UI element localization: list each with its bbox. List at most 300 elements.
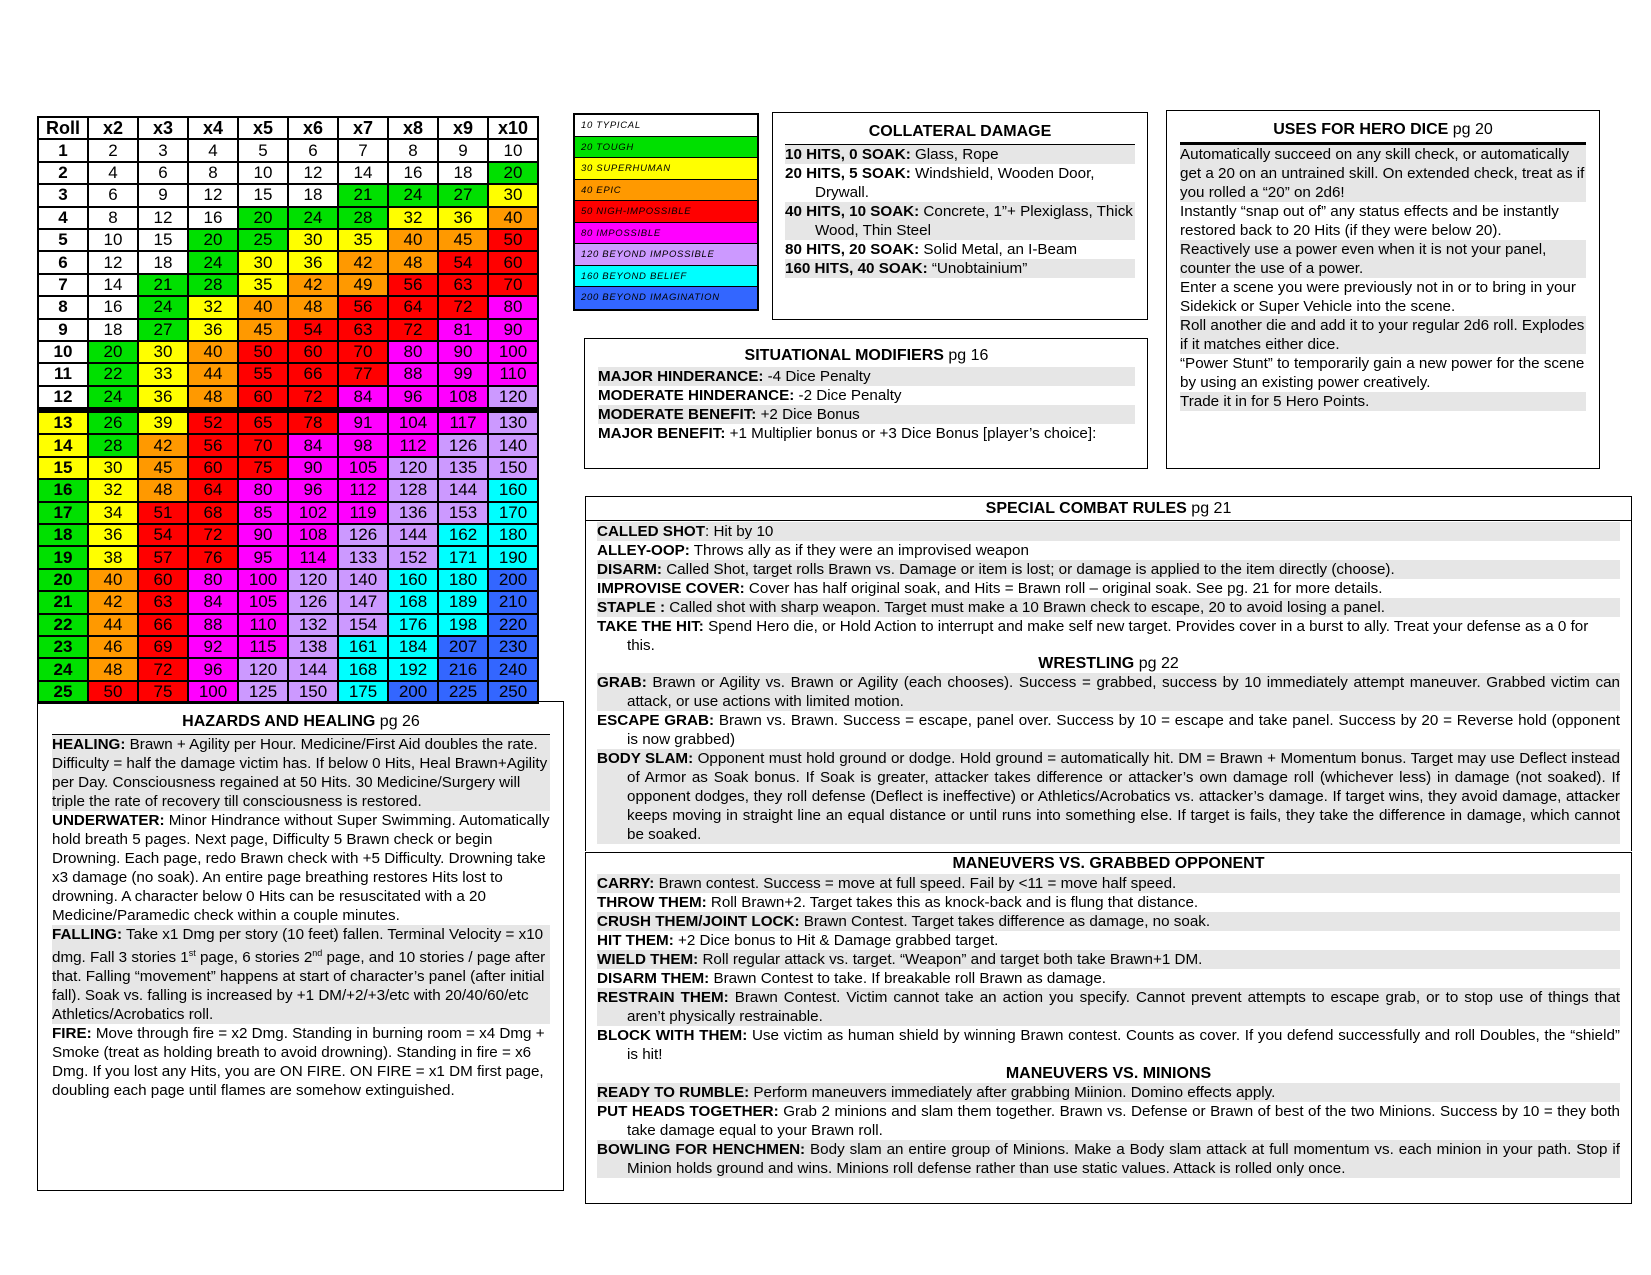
value-cell: 8 [188,162,238,184]
grabbed-entry: CRUSH THEM/JOINT LOCK: Brawn Contest. Target takes difference as damage, no soak. [597,912,1620,931]
value-cell: 16 [88,296,138,318]
value-cell: 4 [188,139,238,161]
value-cell: 96 [388,386,438,410]
value-cell: 170 [488,502,538,524]
special-combat-entry: STAPLE : Called shot with sharp weapon. Target must make a 10 Brawn check to escape, 20 to avoid losing a panel. [597,598,1620,617]
value-cell: 24 [288,207,338,229]
table-row [38,363,538,385]
roll-cell: 9 [38,319,88,341]
table-row [38,341,538,363]
value-cell: 161 [338,636,388,658]
table-row [38,591,538,613]
table-row [38,434,538,456]
col-header-x10: x10 [488,117,538,139]
value-cell: 33 [138,363,188,385]
value-cell: 35 [238,274,288,296]
legend-item: 20 TOUGH [575,137,757,159]
value-cell: 140 [338,569,388,591]
difficulty-legend [573,113,759,311]
value-cell: 50 [238,341,288,363]
value-cell: 171 [438,546,488,568]
value-cell: 60 [188,457,238,479]
value-cell: 176 [388,614,438,636]
value-cell: 92 [188,636,238,658]
value-cell: 24 [138,296,188,318]
value-cell: 91 [338,410,388,434]
roll-cell: 23 [38,636,88,658]
value-cell: 126 [338,524,388,546]
value-cell: 36 [288,251,338,273]
value-cell: 10 [88,229,138,251]
value-cell: 105 [238,591,288,613]
value-cell: 12 [138,207,188,229]
value-cell: 24 [88,386,138,410]
value-cell: 132 [288,614,338,636]
collateral-entry: 160 HITS, 40 SOAK: “Unobtainium” [785,259,1135,278]
value-cell: 63 [138,591,188,613]
value-cell: 102 [288,502,338,524]
minions-title: MANEUVERS VS. MINIONS [1005,1065,1212,1082]
value-cell: 220 [488,614,538,636]
value-cell: 5 [238,139,288,161]
value-cell: 154 [338,614,388,636]
value-cell: 18 [288,184,338,206]
roll-cell: 19 [38,546,88,568]
value-cell: 30 [88,457,138,479]
value-cell: 21 [338,184,388,206]
value-cell: 42 [88,591,138,613]
hero-dice-title: USES FOR HERO DICE pg 20 [1273,121,1493,138]
value-cell: 16 [188,207,238,229]
hero-dice-entry: “Power Stunt” to temporarily gain a new power for the scene by using an existing power creatively. [1180,355,1585,391]
value-cell: 99 [438,363,488,385]
collateral-entry: 20 HITS, 5 SOAK: Windshield, Wooden Door, Drywall. [785,165,1095,201]
special-combat-box [585,496,1632,851]
value-cell: 108 [288,524,338,546]
col-header-x7: x7 [338,117,388,139]
value-cell: 230 [488,636,538,658]
value-cell: 100 [188,681,238,703]
special-combat-entry: IMPROVISE COVER: Cover has half original soak, and Hits = Brawn roll – original soak. See pg. 21 for more details. [597,580,1383,597]
table-row [38,207,538,229]
hero-dice-entry: Roll another die and add it to your regular 2d6 roll. Explodes if it matches either dice. [1180,317,1585,353]
table-row [38,319,538,341]
value-cell: 8 [388,139,438,161]
value-cell: 133 [338,546,388,568]
value-cell: 4 [88,162,138,184]
grabbed-entry: THROW THEM: Roll Brawn+2. Target takes this as knock-back and is flung that distance. [597,894,1199,911]
value-cell: 200 [388,681,438,703]
collateral-damage-box [772,112,1148,320]
value-cell: 28 [88,434,138,456]
hero-dice-entry: Reactively use a power even when it is not your panel, counter the use of a power. [1180,240,1586,278]
value-cell: 8 [88,207,138,229]
value-cell: 84 [188,591,238,613]
value-cell: 36 [188,319,238,341]
value-cell: 9 [438,139,488,161]
minion-entry: READY TO RUMBLE: Perform maneuvers immediately after grabbing Miinion. Domino effects apply. [597,1083,1620,1102]
value-cell: 70 [488,274,538,296]
value-cell: 216 [438,658,488,680]
value-cell: 15 [138,229,188,251]
value-cell: 54 [288,319,338,341]
value-cell: 126 [288,591,338,613]
value-cell: 120 [288,569,338,591]
value-cell: 150 [288,681,338,703]
minions-list [597,1083,1620,1178]
value-cell: 45 [438,229,488,251]
roll-cell: 13 [38,410,88,434]
hero-dice-list [1180,145,1586,411]
value-cell: 78 [288,410,338,434]
wrestling-list [597,673,1620,844]
roll-cell: 15 [38,457,88,479]
collateral-entry: 40 HITS, 10 SOAK: Concrete, 1”+ Plexiglass, Thick Wood, Thin Steel [785,202,1135,240]
value-cell: 36 [88,524,138,546]
hero-dice-entry: Enter a scene you were previously not in or to bring in your Sidekick or Super Vehicle into the scene. [1180,279,1576,315]
value-cell: 46 [88,636,138,658]
value-cell: 20 [88,341,138,363]
grabbed-entry: RESTRAIN THEM: Brawn Contest. Victim cannot take an action you specify. Cannot prevent attempts to escape grab, or to stop use of things that aren’t physically restrainable. [597,989,1620,1025]
value-cell: 110 [238,614,288,636]
value-cell: 12 [288,162,338,184]
value-cell: 104 [388,410,438,434]
value-cell: 189 [438,591,488,613]
value-cell: 77 [338,363,388,385]
hero-dice-entry: Automatically succeed on any skill check, or automatically get a 20 on an untrained skill. On extended check, treat as if you rolled a “20” on 2d6! [1180,146,1585,201]
value-cell: 56 [388,274,438,296]
value-cell: 72 [388,319,438,341]
col-header-x2: x2 [88,117,138,139]
special-combat-entry: DISARM: Called Shot, target rolls Brawn vs. Damage or item is lost; or damage is applied to the item directly (choose). [597,560,1620,579]
value-cell: 45 [138,457,188,479]
value-cell: 24 [188,251,238,273]
value-cell: 210 [488,591,538,613]
value-cell: 200 [488,569,538,591]
value-cell: 110 [488,363,538,385]
table-row [38,139,538,161]
value-cell: 75 [238,457,288,479]
value-cell: 112 [388,434,438,456]
value-cell: 40 [388,229,438,251]
value-cell: 72 [138,658,188,680]
col-header-x4: x4 [188,117,238,139]
value-cell: 120 [388,457,438,479]
hero-dice-entry: Instantly “snap out of” any status effects and be instantly restored back to 20 Hits (if they were below 20). [1180,203,1559,239]
value-cell: 184 [388,636,438,658]
value-cell: 42 [338,251,388,273]
table-row [38,457,538,479]
value-cell: 144 [438,479,488,501]
table-row [38,410,538,434]
collateral-title: COLLATERAL DAMAGE [868,123,1052,140]
value-cell: 55 [238,363,288,385]
roll-cell: 8 [38,296,88,318]
value-cell: 48 [88,658,138,680]
hazards-list [52,735,550,1100]
value-cell: 153 [438,502,488,524]
value-cell: 66 [138,614,188,636]
col-header-x9: x9 [438,117,488,139]
value-cell: 54 [438,251,488,273]
value-cell: 36 [138,386,188,410]
value-cell: 112 [338,479,388,501]
value-cell: 20 [488,162,538,184]
value-cell: 7 [338,139,388,161]
table-row [38,681,538,703]
grabbed-entry: WIELD THEM: Roll regular attack vs. target. “Weapon” and target both take Brawn+1 DM. [597,950,1620,969]
hazard-entry: UNDERWATER: Minor Hindrance without Super Swimming. Automatically hold breath 5 pages. Next page, Difficulty 5 Brawn check or begin Drowning. Each page, redo Brawn check with +5 Difficulty. Drowning take x3 damage (no soak). An entire page breathing restores Hits lost to drowning. A character below 0 Hits can be resuscitated with a 20 Medicine/Paramedic check within a couple minutes. [52,812,550,924]
value-cell: 76 [188,546,238,568]
legend-item: 200 BEYOND IMAGINATION [575,287,757,309]
value-cell: 140 [488,434,538,456]
value-cell: 48 [388,251,438,273]
collateral-list [785,145,1135,278]
situational-entry: MAJOR BENEFIT: +1 Multiplier bonus or +3 Dice Bonus [player’s choice]: [598,425,1097,442]
roll-cell: 6 [38,251,88,273]
value-cell: 125 [238,681,288,703]
table-row [38,229,538,251]
value-cell: 27 [438,184,488,206]
legend-item: 10 TYPICAL [575,115,757,137]
table-row [38,184,538,206]
value-cell: 44 [88,614,138,636]
value-cell: 65 [238,410,288,434]
wrestling-entry: BODY SLAM: Opponent must hold ground or dodge. Hold ground = automatically hit. DM = Brawn + Momentum bonus. Target may use Deflect instead of Armor as Soak bonus. If Soak is greater, attacker takes difference or attacker’s own damage roll (whichever less) in damage (not soaked). If opponent dodges, they roll defense (Deflect is ineffective) or Athletics/Acrobatics vs. attacker’s damage. If target wins, they avoid damage, attacker keeps moving in straight line an equal distance or until runs into something else. If target is fails, they take the difference in damage, which cannot be soaked. [597,750,1620,843]
value-cell: 50 [88,681,138,703]
table-row [38,658,538,680]
grabbed-entry: BLOCK WITH THEM: Use victim as human shield by winning Brawn contest. Counts as cover. If you defend successfully and roll Doubles, the “shield” is hit! [597,1027,1620,1063]
collateral-entry: 80 HITS, 20 SOAK: Solid Metal, an I-Beam [785,241,1078,258]
value-cell: 90 [488,319,538,341]
value-cell: 12 [88,251,138,273]
value-cell: 115 [238,636,288,658]
value-cell: 25 [238,229,288,251]
value-cell: 100 [238,569,288,591]
value-cell: 3 [138,139,188,161]
value-cell: 40 [238,296,288,318]
value-cell: 20 [238,207,288,229]
value-cell: 9 [138,184,188,206]
hero-dice-box [1166,110,1600,469]
roll-table-header [38,117,538,139]
col-header-roll: Roll [38,117,88,139]
roll-cell: 4 [38,207,88,229]
value-cell: 20 [188,229,238,251]
roll-cell: 22 [38,614,88,636]
roll-cell: 1 [38,139,88,161]
grabbed-entry: CARRY: Brawn contest. Success = move at full speed. Fail by <11 = move half speed. [597,874,1620,893]
col-header-x3: x3 [138,117,188,139]
value-cell: 12 [188,184,238,206]
value-cell: 52 [188,410,238,434]
table-row [38,546,538,568]
value-cell: 45 [238,319,288,341]
value-cell: 85 [238,502,288,524]
value-cell: 18 [138,251,188,273]
value-cell: 40 [88,569,138,591]
value-cell: 160 [388,569,438,591]
value-cell: 18 [88,319,138,341]
value-cell: 60 [138,569,188,591]
value-cell: 180 [438,569,488,591]
value-cell: 51 [138,502,188,524]
value-cell: 250 [488,681,538,703]
value-cell: 108 [438,386,488,410]
legend-item: 160 BEYOND BELIEF [575,266,757,288]
value-cell: 96 [288,479,338,501]
table-row [38,502,538,524]
value-cell: 18 [438,162,488,184]
value-cell: 90 [438,341,488,363]
value-cell: 63 [438,274,488,296]
hero-dice-entry: Trade it in for 5 Hero Points. [1180,392,1586,411]
value-cell: 84 [288,434,338,456]
value-cell: 98 [338,434,388,456]
value-cell: 120 [488,386,538,410]
roll-cell: 3 [38,184,88,206]
value-cell: 2 [88,139,138,161]
table-row [38,614,538,636]
value-cell: 6 [288,139,338,161]
value-cell: 63 [338,319,388,341]
value-cell: 207 [438,636,488,658]
roll-cell: 10 [38,341,88,363]
value-cell: 84 [338,386,388,410]
roll-cell: 5 [38,229,88,251]
value-cell: 32 [188,296,238,318]
value-cell: 80 [188,569,238,591]
value-cell: 24 [388,184,438,206]
value-cell: 32 [88,479,138,501]
value-cell: 160 [488,479,538,501]
value-cell: 240 [488,658,538,680]
value-cell: 56 [338,296,388,318]
roll-cell: 14 [38,434,88,456]
hazards-healing-box [37,701,564,1191]
special-combat-entry: TAKE THE HIT: Spend Hero die, or Hold Action to interrupt and make self new target. Provides cover in a burst to ally. Treat your defense as a 0 for this. [597,618,1589,654]
value-cell: 14 [88,274,138,296]
value-cell: 54 [138,524,188,546]
value-cell: 90 [238,524,288,546]
table-row [38,274,538,296]
roll-cell: 16 [38,479,88,501]
grabbed-title: MANEUVERS VS. GRABBED OPPONENT [952,855,1265,872]
grabbed-entry: HIT THEM: +2 Dice bonus to Hit & Damage grabbed target. [597,932,999,949]
value-cell: 14 [338,162,388,184]
value-cell: 117 [438,410,488,434]
special-combat-title: SPECIAL COMBAT RULES pg 21 [985,500,1232,517]
value-cell: 30 [488,184,538,206]
situational-list [598,367,1135,443]
wrestling-entry: GRAB: Brawn or Agility vs. Brawn or Agility (each chooses). Success = grabbed, success by 10 immediately attempt maneuver. Grabbed victim can attack, or use actions with limited motion. [597,674,1620,710]
wrestling-entry: ESCAPE GRAB: Brawn vs. Brawn. Success = escape, panel over. Success by 10 = escape and take panel. Success by 20 = Reverse hold (opponent is now grabbed) [597,712,1620,748]
value-cell: 120 [238,658,288,680]
value-cell: 49 [338,274,388,296]
table-row [38,251,538,273]
value-cell: 150 [488,457,538,479]
hazard-entry: HEALING: Brawn + Agility per Hour. Medicine/First Aid doubles the rate. Difficulty = half the damage victim has. If below 0 Hits, Heal Brawn+Agility per Day. Consciousness regained at 50 Hits. 30 Medicine/Surgery will triple the rate of recovery till consciousness is restored. [52,735,550,811]
table-row [38,162,538,184]
value-cell: 34 [88,502,138,524]
roll-cell: 21 [38,591,88,613]
value-cell: 28 [188,274,238,296]
situational-entry: MODERATE HINDERANCE: -2 Dice Penalty [598,387,902,404]
value-cell: 68 [188,502,238,524]
roll-cell: 7 [38,274,88,296]
roll-cell: 25 [38,681,88,703]
table-row [38,569,538,591]
value-cell: 70 [238,434,288,456]
legend-item: 50 NIGH-IMPOSSIBLE [575,201,757,223]
roll-cell: 24 [38,658,88,680]
hazard-entry: FALLING: Take x1 Dmg per story (10 feet) fallen. Terminal Velocity = x10 dmg. Fall 3 stories 1st page, 6 stories 2nd page, and 10 stories / page after that. Falling “movement” happens at start of character’s panel (after initial fall). Soak vs. falling is increased by +1 DM/+2/+3/etc with 20/40/60/etc Athletics/Acrobatics roll. [52,925,550,1024]
value-cell: 128 [388,479,438,501]
value-cell: 35 [338,229,388,251]
legend-item: 120 BEYOND IMPOSSIBLE [575,244,757,266]
grabbed-list [597,874,1620,1064]
value-cell: 144 [288,658,338,680]
value-cell: 70 [338,341,388,363]
roll-cell: 18 [38,524,88,546]
value-cell: 48 [288,296,338,318]
value-cell: 40 [188,341,238,363]
table-row [38,636,538,658]
table-row [38,296,538,318]
col-header-x5: x5 [238,117,288,139]
value-cell: 50 [488,229,538,251]
value-cell: 75 [138,681,188,703]
value-cell: 10 [238,162,288,184]
value-cell: 42 [288,274,338,296]
value-cell: 144 [388,524,438,546]
value-cell: 28 [338,207,388,229]
value-cell: 66 [288,363,338,385]
value-cell: 42 [138,434,188,456]
situational-title: SITUATIONAL MODIFIERS pg 16 [744,347,989,364]
value-cell: 192 [388,658,438,680]
special-combat-entry: CALLED SHOT: Hit by 10 [597,522,1620,541]
value-cell: 30 [238,251,288,273]
value-cell: 119 [338,502,388,524]
value-cell: 114 [288,546,338,568]
value-cell: 69 [138,636,188,658]
value-cell: 21 [138,274,188,296]
minion-entry: PUT HEADS TOGETHER: Grab 2 minions and slam them together. Brawn vs. Defense or Brawn of best of the two Minions. Success by 10 = they both take damage equal to your Brawn roll. [597,1103,1621,1139]
table-row [38,386,538,410]
value-cell: 56 [188,434,238,456]
collateral-entry: 10 HITS, 0 SOAK: Glass, Rope [785,145,1135,164]
grabbed-minions-box [585,852,1632,1204]
value-cell: 72 [188,524,238,546]
value-cell: 90 [288,457,338,479]
value-cell: 22 [88,363,138,385]
value-cell: 105 [338,457,388,479]
value-cell: 168 [338,658,388,680]
value-cell: 138 [288,636,338,658]
value-cell: 27 [138,319,188,341]
roll-cell: 17 [38,502,88,524]
value-cell: 16 [388,162,438,184]
special-combat-list [597,521,1620,655]
table-row [38,479,538,501]
legend-item: 80 IMPOSSIBLE [575,223,757,245]
value-cell: 162 [438,524,488,546]
difficulty-roll-table [37,116,539,704]
value-cell: 95 [238,546,288,568]
value-cell: 225 [438,681,488,703]
value-cell: 64 [388,296,438,318]
